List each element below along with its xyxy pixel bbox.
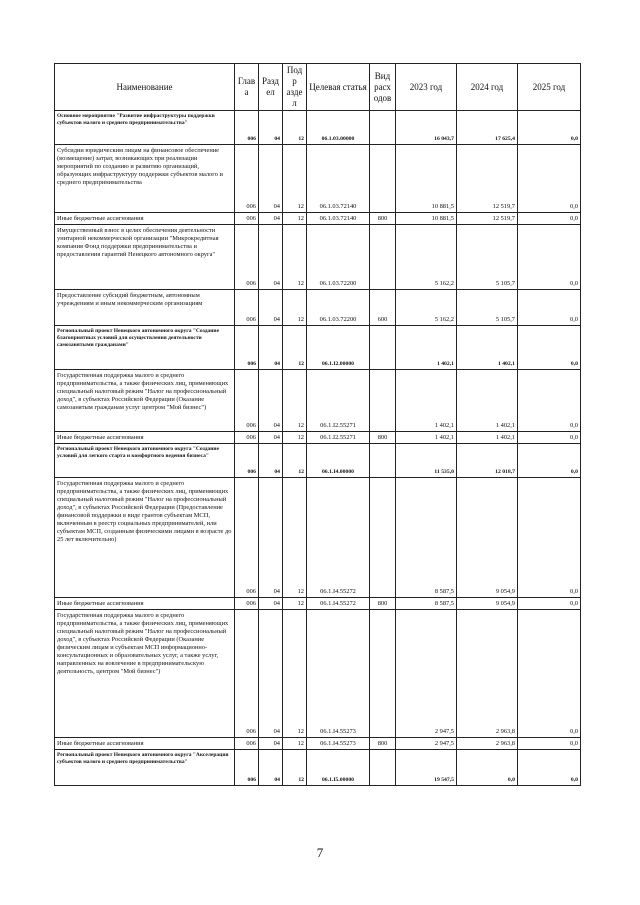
cell-y2025: 0,0: [518, 145, 581, 213]
table-row: [55, 750, 581, 786]
cell-podrazdel: 12: [283, 213, 307, 225]
cell-target: 06.1.I2.55271: [307, 370, 370, 432]
cell-glava: 006: [235, 145, 259, 213]
cell-vid: [370, 111, 396, 145]
cell-target: 06.1.03.00000: [307, 111, 370, 145]
cell-glava: 006: [235, 598, 259, 610]
cell-y2023: 1 402,1: [396, 370, 457, 432]
cell-y2023: 5 162,2: [396, 290, 457, 326]
cell-glava: 006: [235, 290, 259, 326]
cell-razdel: 04: [259, 290, 283, 326]
cell-y2025: 0,0: [518, 370, 581, 432]
table-row: [55, 326, 581, 370]
cell-target: 06.1.I5.00000: [307, 750, 370, 786]
cell-y2024: 5 105,7: [457, 290, 518, 326]
cell-target: 06.1.03.72140: [307, 213, 370, 225]
cell-vid: 800: [370, 598, 396, 610]
page-number: 7: [316, 845, 324, 860]
header-glava: Глав а: [235, 64, 259, 111]
cell-target: 06.1.I2.55271: [307, 432, 370, 444]
cell-glava: 006: [235, 213, 259, 225]
table-row: [55, 432, 581, 444]
cell-podrazdel: 12: [283, 738, 307, 750]
cell-glava: 006: [235, 432, 259, 444]
cell-name: Региональный проект Ненецкого автономного округа "Создание условий для легкого старта и комфортного ведения бизнеса": [55, 444, 235, 478]
cell-razdel: 04: [259, 370, 283, 432]
cell-y2024: 2 963,8: [457, 738, 518, 750]
cell-y2025: 0,0: [518, 738, 581, 750]
table-row: [55, 213, 581, 225]
table-row: [55, 444, 581, 478]
cell-y2024: 12 519,7: [457, 145, 518, 213]
table-row: [55, 598, 581, 610]
cell-y2023: 19 547,5: [396, 750, 457, 786]
cell-name: Иные бюджетные ассигнования: [55, 213, 235, 225]
table-row: [55, 478, 581, 598]
table-row: [55, 225, 581, 290]
header-2023: 2023 год: [396, 64, 457, 111]
cell-y2025: 0,0: [518, 432, 581, 444]
cell-vid: [370, 326, 396, 370]
cell-podrazdel: 12: [283, 145, 307, 213]
cell-razdel: 04: [259, 738, 283, 750]
cell-y2023: 1 402,1: [396, 326, 457, 370]
cell-podrazdel: 12: [283, 750, 307, 786]
cell-razdel: 04: [259, 750, 283, 786]
cell-glava: 006: [235, 326, 259, 370]
cell-glava: 006: [235, 444, 259, 478]
table-row: [55, 610, 581, 738]
cell-name: Иные бюджетные ассигнования: [55, 598, 235, 610]
cell-vid: [370, 225, 396, 290]
cell-y2024: 0,0: [457, 750, 518, 786]
cell-razdel: 04: [259, 326, 283, 370]
cell-target: 06.1.03.72200: [307, 290, 370, 326]
cell-target: 06.1.03.72200: [307, 225, 370, 290]
cell-y2024: 1 402,1: [457, 326, 518, 370]
cell-razdel: 04: [259, 478, 283, 598]
cell-vid: 600: [370, 290, 396, 326]
cell-target: 06.1.I4.55273: [307, 610, 370, 738]
cell-name: Основное мероприятие "Развитие инфраструктуры поддержки субъектов малого и среднего предпринимательства": [55, 111, 235, 145]
cell-y2023: 5 162,2: [396, 225, 457, 290]
cell-podrazdel: 12: [283, 290, 307, 326]
cell-y2025: 0,0: [518, 598, 581, 610]
cell-podrazdel: 12: [283, 444, 307, 478]
cell-target: 06.1.I4.55272: [307, 478, 370, 598]
cell-y2024: 5 105,7: [457, 225, 518, 290]
table-row: [55, 370, 581, 432]
cell-name: Субсидии юридическим лицам на финансовое обеспечение (возмещение) затрат, возникающих при реализации мероприятий по созданию и развитию организаций, образующих инфраструктуру поддержки субъектов малого и среднего предпринимательства: [55, 145, 235, 213]
cell-y2025: 0,0: [518, 478, 581, 598]
cell-podrazdel: 12: [283, 432, 307, 444]
cell-y2024: 17 625,4: [457, 111, 518, 145]
cell-razdel: 04: [259, 225, 283, 290]
cell-y2025: 0,0: [518, 444, 581, 478]
cell-podrazdel: 12: [283, 598, 307, 610]
table-row: [55, 738, 581, 750]
cell-y2025: 0,0: [518, 111, 581, 145]
cell-y2024: 9 054,9: [457, 598, 518, 610]
cell-razdel: 04: [259, 444, 283, 478]
cell-target: 06.1.I2.00000: [307, 326, 370, 370]
cell-name: Региональный проект Ненецкого автономного округа "Акселерация субъектов малого и среднего предпринимательства": [55, 750, 235, 786]
cell-y2025: 0,0: [518, 610, 581, 738]
cell-y2023: 10 881,5: [396, 145, 457, 213]
cell-name: Государственная поддержка малого и среднего предпринимательства, а также физических лиц, применяющих специальный налоговый режим "Налог на профессиональный доход", в субъектах Российской Федерации (Предоставление финансовой поддержки в виде грантов субъектам МСП, включенным в реестр социальных предпринимателей, или субъектам МСП, созданным физическими лицами в возрасте до 25 лет включительно): [55, 478, 235, 598]
cell-name: Региональный проект Ненецкого автономного округа "Создание благоприятных условий для осуществления деятельности самозанятыми гражданами": [55, 326, 235, 370]
table-header-row: [55, 64, 581, 111]
header-2025: 2025 год: [518, 64, 581, 111]
cell-name: Предоставление субсидий бюджетным, автономным учреждениям и иным некоммерческим организациям: [55, 290, 235, 326]
cell-name: Государственная поддержка малого и среднего предпринимательства, а также физических лиц, применяющих специальный налоговый режим "Налог на профессиональный доход", в субъектах Российской Федерации (Оказание физическим лицам и субъектам МСП информационно-консультационных и образовательных услуг, а также услуг, направленных на вовлечение в предпринимательскую деятельность, центром "Мой бизнес"): [55, 610, 235, 738]
cell-target: 06.1.03.72140: [307, 145, 370, 213]
cell-y2023: 10 881,5: [396, 213, 457, 225]
header-2024: 2024 год: [457, 64, 518, 111]
cell-y2025: 0,0: [518, 213, 581, 225]
cell-name: Иные бюджетные ассигнования: [55, 738, 235, 750]
cell-glava: 006: [235, 750, 259, 786]
cell-glava: 006: [235, 610, 259, 738]
cell-vid: [370, 478, 396, 598]
cell-y2024: 1 402,1: [457, 370, 518, 432]
cell-glava: 006: [235, 738, 259, 750]
budget-table: [54, 63, 581, 786]
cell-y2025: 0,0: [518, 326, 581, 370]
cell-y2024: 1 402,1: [457, 432, 518, 444]
cell-y2024: 12 018,7: [457, 444, 518, 478]
cell-target: 06.1.I4.55273: [307, 738, 370, 750]
cell-vid: [370, 444, 396, 478]
header-podrazdel: Подр аздел: [283, 64, 307, 111]
cell-vid: 800: [370, 432, 396, 444]
cell-y2025: 0,0: [518, 750, 581, 786]
cell-name: Имущественный взнос в целях обеспечения деятельности унитарной некоммерческой организации "Микрокредитная компания Фонд поддержки предпринимательства и предоставления гарантий Ненецкого автономного округа": [55, 225, 235, 290]
cell-vid: [370, 145, 396, 213]
cell-target: 06.1.I4.55272: [307, 598, 370, 610]
cell-podrazdel: 12: [283, 326, 307, 370]
cell-razdel: 04: [259, 145, 283, 213]
cell-razdel: 04: [259, 213, 283, 225]
header-vid: Вид расх одов: [370, 64, 396, 111]
header-name: Наименование: [55, 64, 235, 111]
cell-y2023: 11 535,0: [396, 444, 457, 478]
cell-y2024: 9 054,9: [457, 478, 518, 598]
cell-y2023: 8 587,5: [396, 478, 457, 598]
cell-y2023: 8 587,5: [396, 598, 457, 610]
table-row: [55, 290, 581, 326]
cell-vid: [370, 370, 396, 432]
cell-glava: 006: [235, 478, 259, 598]
cell-vid: 800: [370, 213, 396, 225]
cell-vid: 800: [370, 738, 396, 750]
cell-y2023: 2 947,5: [396, 610, 457, 738]
cell-vid: [370, 750, 396, 786]
cell-y2023: 1 402,1: [396, 432, 457, 444]
cell-glava: 006: [235, 111, 259, 145]
cell-razdel: 04: [259, 432, 283, 444]
cell-vid: [370, 610, 396, 738]
cell-name: Государственная поддержка малого и среднего предпринимательства, а также физических лиц, применяющих специальный налоговый режим "Налог на профессиональный доход", в субъектах Российской Федерации (Оказание самозанятым гражданам услуг центром "Мой бизнес"): [55, 370, 235, 432]
cell-glava: 006: [235, 225, 259, 290]
cell-target: 06.1.I4.00000: [307, 444, 370, 478]
cell-glava: 006: [235, 370, 259, 432]
cell-podrazdel: 12: [283, 370, 307, 432]
cell-razdel: 04: [259, 111, 283, 145]
cell-podrazdel: 12: [283, 478, 307, 598]
cell-y2023: 2 947,5: [396, 738, 457, 750]
cell-y2025: 0,0: [518, 225, 581, 290]
header-target: Целевая статья: [307, 64, 370, 111]
cell-podrazdel: 12: [283, 111, 307, 145]
table-row: [55, 111, 581, 145]
table-row: [55, 145, 581, 213]
cell-y2024: 2 963,8: [457, 610, 518, 738]
header-razdel: Разд ел: [259, 64, 283, 111]
cell-razdel: 04: [259, 598, 283, 610]
table-body: [55, 111, 581, 786]
cell-y2024: 12 519,7: [457, 213, 518, 225]
cell-razdel: 04: [259, 610, 283, 738]
cell-podrazdel: 12: [283, 610, 307, 738]
cell-y2023: 16 043,7: [396, 111, 457, 145]
cell-name: Иные бюджетные ассигнования: [55, 432, 235, 444]
cell-podrazdel: 12: [283, 225, 307, 290]
cell-y2025: 0,0: [518, 290, 581, 326]
